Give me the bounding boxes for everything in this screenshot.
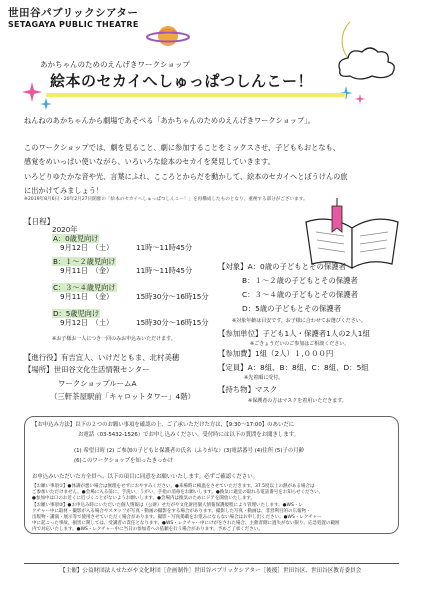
page-subtitle: あかちゃんのためのえんげきワークショップ [40, 60, 190, 69]
fee-unit-row [218, 330, 370, 339]
schedule-group-name: D：5歳児向け [53, 309, 100, 318]
staff-label: 【進行役】 [24, 353, 61, 362]
venue-line-1: 世田谷文化生活情報センター [53, 365, 150, 374]
intro-paragraph-3-line-1: いろどりゆたかな音や光、言葉にふれ、こころとからだを動かして、絵本のセカイへとぼうけんの旅 [24, 172, 348, 181]
belongings-row [218, 386, 277, 395]
consent-line-4: 【お願い事項②】●お申込み時にいただいた個人情報は（公財）せたがや文化財団個人情報保護規程により管理いたします。●WS・レ [32, 503, 303, 508]
schedule-time-b: 11時〜11時45分 [136, 266, 193, 275]
schedule-date-d: 9月12日 （土） [60, 318, 114, 327]
consent-line-5: クチャー中に取材・撮影が入る場合やスタッフが写真・動画の撮影をする場合があります。撮影した写真・動画は、非営利目的の広報物・ [32, 509, 311, 514]
consent-line-2: ご参加いただけません。●会場に入る前に、手洗い、うがい、手指の消毒をお願いします。●換気に適宜の取れる電話番号をお知らせください。 [32, 490, 324, 495]
consent-line-6: 出版物・講演・展示等で使用させていただく場合があります。撮影・写真掲載をお望みにならない場合はお申し出ください。●WS・レクチャー [32, 515, 322, 520]
belongings-value: マスク [254, 385, 278, 394]
schedule-date-b: 9月11日 （金） [60, 266, 114, 275]
target-item-a: A：0歳の子どもとその保護者 [247, 262, 347, 271]
schedule-group-name: A：0歳児向け [53, 234, 99, 243]
intro-paragraph-2 [24, 141, 404, 169]
belongings-label: 【持ち物】 [218, 385, 255, 394]
consent-line-3: ●参加中は口のお近くに近づくことがないようお願いします。●会場内は換気のためにドアを開放いたします。 [32, 496, 255, 501]
logo-japanese: 世田谷パブリックシアター [8, 7, 139, 19]
intro-paragraph-2-line-2: 感覚をめいっぱい使いながら、いろいろな絵本のセカイを発見していきます。 [24, 157, 275, 166]
consent-intro: お申込みいただいた方全員へ、以下の項目に同意をお願いいたします。必ずご確認ください。 [32, 474, 258, 480]
registration-question-2: (6)このワークショップを知ったきっかけ [74, 458, 174, 464]
target-note: ※対象年齢は目安です。お子様に合わせてお選びください。 [232, 318, 366, 324]
registration-question-1: (1) 希望日時 (2) ご参加の子どもと保護者の氏名（ふりがな）(3)電話番号 (4)住所 (5)子の月齢 [74, 448, 305, 454]
fee-unit-value: 子ども1人・保護者1人の2人1組 [262, 329, 370, 338]
venue-line-2: ワークショップルームA [58, 379, 137, 388]
consent-line-1: 【お願い事項①】●体調が悪い場合は無理をせずにおやすみください。●来場時に検温をさせていただきます。37.5度以上の熱がある場合は [32, 484, 315, 489]
capacity-row [218, 364, 369, 373]
logo-english: SETAGAYA PUBLIC THEATRE [8, 20, 139, 29]
footer-credits: 【主催】公益財団法人せたがや文化財団［企画制作］世田谷パブリックシアター［後援］世田谷区、世田谷区教育委員会 [60, 568, 362, 574]
schedule-year: 2020年 [52, 225, 78, 234]
schedule-date-a: 9月12日 （土） [60, 243, 114, 252]
fee-value: 1組（2人）１,０００円 [254, 349, 334, 358]
schedule-time-c: 15時30分〜16時15分 [136, 292, 209, 301]
intro-paragraph-1: ねんねのあかちゃんから劇場であそべる「あかちゃんのためのえんげきワークショップ」。 [24, 116, 315, 125]
title-underline [46, 93, 346, 97]
target-item-c: C：３〜４歳の子どもとその保護者 [242, 290, 359, 299]
consent-line-7: 中に起こった事故、損害に関しては、受講者の責任となります。●WS・レクチャー中にけがをされた場合、主催者側に過失がない限り、応急処置の範囲 [32, 521, 340, 526]
target-row-a [218, 263, 346, 272]
capacity-label: 【定員】 [218, 363, 248, 372]
moon-cloud-icon [326, 16, 408, 88]
intro-paragraph-3-line-2: に出かけてみましょう！ [24, 186, 104, 195]
schedule-date-c: 9月11日 （金） [60, 292, 114, 301]
venue-row [24, 366, 149, 375]
schedule-group-name: B：１〜２歳児向け [53, 257, 116, 266]
fee-unit-note: ※ごきょうだいのご参加はご相談ください。 [250, 341, 350, 347]
planet-icon [146, 24, 190, 48]
schedule-note: ※お子様お一人につき一回のみお申込みいただけます。 [52, 336, 176, 342]
footer-divider [24, 563, 399, 564]
schedule-time-d: 15時30分〜16時15分 [136, 318, 209, 327]
venue-line-3: （三軒茶屋駅前「キャロットタワー」4階） [50, 392, 195, 401]
schedule-group-name: C：３〜４歳児向け [53, 283, 116, 292]
intro-paragraph-2-line-1: このワークショップでは、劇を見ること、劇に参加することをミックスさせ、子どももおとなも、 [24, 143, 340, 152]
fee-unit-label: 【参加単位】 [218, 329, 263, 338]
registration-line-1: 【お申込み方法】以下の２つのお願い事項を確認の上、ご了承いただけた方は、【9:30〜17:00】のあいだに [32, 422, 295, 428]
capacity-value: A：8組、B：8組、C：8組、D：5組 [247, 363, 369, 372]
belongings-note: ※保護者の方はマスクを着用いただきます。 [248, 398, 347, 404]
target-item-d: D：5歳の子どもとその保護者 [242, 304, 342, 313]
page-title: 絵本のセカイへしゅっぱつしんこー！ [50, 72, 314, 90]
registration-line-2: お電話（03-5432-1526）でお申し込みください。受付時には以下の質問をお聞きします。 [78, 432, 300, 438]
fee-label: 【参加費】 [218, 349, 255, 358]
staff-value: 有吉宜人、いけだともま、北村美穂 [60, 353, 180, 362]
target-item-b: B：１〜２歳の子どもとその保護者 [242, 276, 358, 285]
schedule-label: 【日程】 [24, 217, 55, 226]
staff-row [24, 354, 179, 363]
target-label: 【対象】 [218, 262, 248, 271]
venue-label: 【場所】 [24, 365, 54, 374]
intro-paragraph-3 [24, 170, 404, 198]
consent-line-8: 内で対応いたします。●WS・レクチャー中に当日の参加者への依頼を行う場合があります。予めご了承ください。 [32, 527, 263, 532]
bookmark-tag-icon [330, 198, 344, 236]
fee-row [218, 350, 333, 359]
capacity-note: ※先着順に受付。 [244, 375, 284, 381]
reconfiguration-note: ※2019年8月6日・20年2月27日開催の「絵本のセカイへしゅっぱつしんこー！」を再構成したものとなり、重複する部分がございます。 [24, 197, 308, 202]
schedule-time-a: 11時〜11時45分 [136, 243, 193, 252]
